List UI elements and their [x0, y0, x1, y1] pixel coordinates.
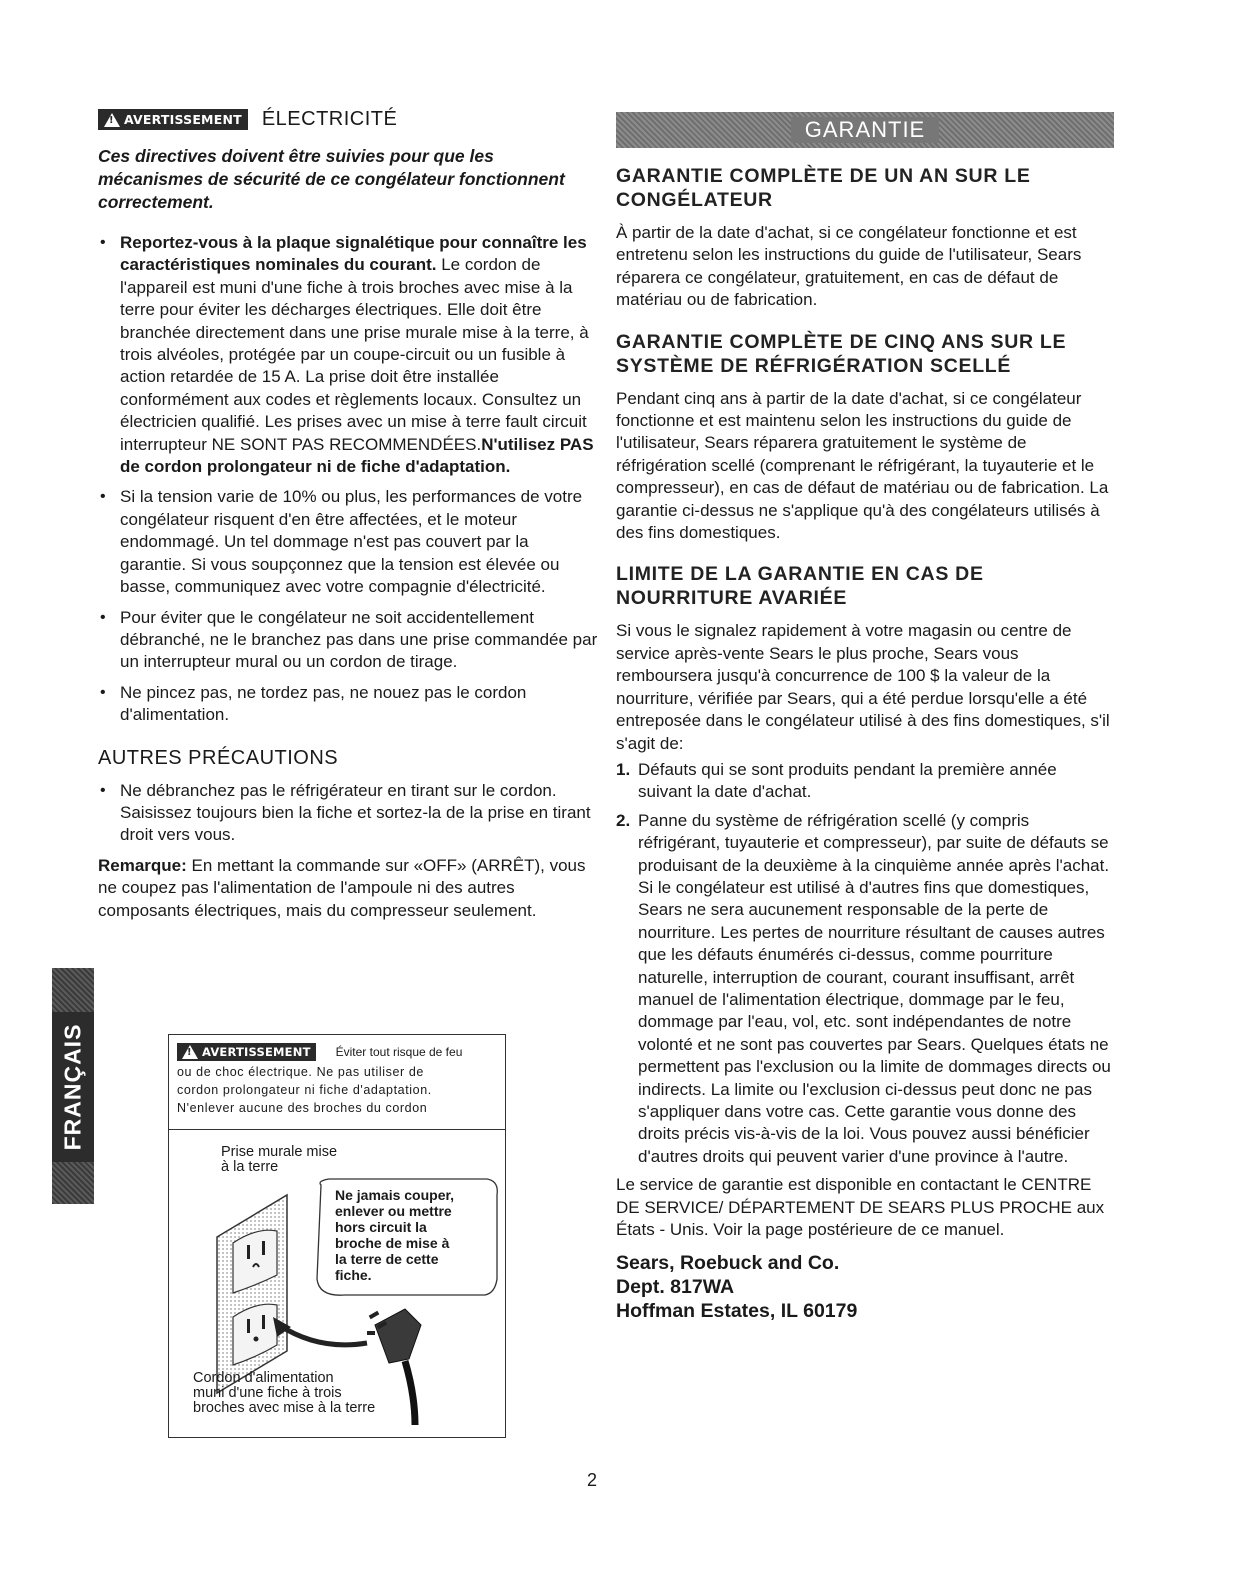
cord-label: Cordon d'alimentation muni d'une fiche à trois broches avec mise à la terre [193, 1370, 376, 1416]
heading-food-loss: LIMITE DE LA GARANTIE EN CAS DE NOURRITURE AVARIÉE [616, 563, 984, 610]
paragraph-food-loss: Si vous le signalez rapidement à votre magasin ou centre de service après-vente Sears le plus proche, Sears vous remboursera jusqu'à concurrence de 100 $ la valeur de la nourriture, vérifiée par Sears, qui a été perdue lorsqu'elle a été entreposée dans le congélateur utilisé à des fins domestiques, s'il s'agit de: [616, 621, 1110, 753]
wall-plate [217, 1195, 287, 1393]
paragraph-one-year: À partir de la date d'achat, si ce congélateur fonctionne et est entretenu selon les instructions du guide de l'utilisateur, Sears réparera ce congélateur, gratuitement, en cas de défaut de matériau ou de fabrication. [616, 223, 1082, 310]
heading-five-years: GARANTIE COMPLÈTE DE CINQ ANS SUR LE SYSTÈME DE RÉFRIGÉRATION SCELLÉ [616, 330, 1067, 377]
warning-triangle-icon: ! [104, 113, 120, 127]
language-label: FRANÇAIS [59, 1023, 86, 1151]
service-paragraph: Le service de garantie est disponible en contactant le CENTRE DE SERVICE/ DÉPARTEMENT DE SEARS PLUS PROCHE aux États - Unis. Voir la page postérieure de ce manuel. [616, 1175, 1105, 1240]
food-loss-list [616, 759, 1114, 1168]
outlet-label: Prise murale mise à la terre [221, 1144, 338, 1175]
section-title: ÉLECTRICITÉ [261, 108, 398, 130]
subsection-title: AUTRES PRÉCAUTIONS [98, 746, 339, 769]
list-item: • Ne débranchez pas le réfrigérateur en tirant sur le cordon. Saisissez toujours bien la fiche et sortez-la de la prise en tirant droit vers vous. [98, 780, 598, 847]
warning-badge: ! AVERTISSEMENT [98, 109, 248, 130]
warning-triangle-icon: ! [182, 1045, 198, 1059]
callout-text: Ne jamais couper, enlever ou mettre hors circuit la broche de mise à la terre de cette fiche. [335, 1187, 455, 1283]
arrow-icon [279, 1325, 367, 1345]
electricity-header [98, 108, 598, 131]
list-item: • Si la tension varie de 10% ou plus, les performances de votre congélateur risquent d'en être affectées, et le moteur endommagé. Un tel dommage n'est pas couvert par la garantie. Si vous soupçonnez que la tension est élevée ou basse, communiquez avec votre compagnie d'électricité. [98, 486, 598, 598]
right-column [616, 112, 1114, 1323]
page-number: 2 [587, 1470, 598, 1490]
figure-warning: ! AVERTISSEMENT Éviter tout risque de feu ou de choc électrique. Ne pas utiliser de cordon prolongateur ni fiche d'adaptation. N'enlever aucune des broches du cordon [169, 1035, 505, 1130]
language-side-tab [52, 968, 94, 1204]
left-column [98, 108, 598, 922]
electricity-list [98, 232, 598, 727]
list-item: 2. Panne du système de réfrigération scellé (y compris réfrigérant, tuyauterie et compresseur), par suite de défauts se produisant de la deuxième à la cinquième année après l'achat. Si le congélateur est utilisé à d'autres fins que domestiques, Sears ne sera aucunement responsable de la perte de nourriture. Les pertes de nourriture résultant de causes autres que les défauts énumérés ci-dessus, comme pourriture naturelle, interruption de courant, courant insuffisant, arrêt manuel de l'alimentation électrique, dommage par le feu, dommage par l'eau, vol, etc. sont indépendantes de notre volonté et ne sont pas couvertes par Sears. Quelques états ne permettent pas l'exclusion ou la limite de dommages directs ou indirects. La limite ou l'exclusion ci-dessus peut donc ne pas s'appliquer dans votre cas. Cette garantie vous donne des droits précis vis-à-vis de la loi. Vous pouvez aussi bénéficier d'autres droits qui peuvent varier d'une province à l'autre. [616, 810, 1111, 1166]
list-item: • Reportez-vous à la plaque signalétique pour connaître les caractéristiques nominales du courant. Le cordon de l'appareil est muni d'une fiche à trois broches avec mise à la terre pour éviter les décharges électriques. Elle doit être branchée directement dans une prise murale mise à la terre, à trois alvéoles, protégée par un coupe-circuit ou un fusible à action retardée de 15 A. La prise doit être installée conformément aux codes et règlements locaux. Consultez un électricien qualifié. Les prises avec un mise à terre fault circuit interrupteur NE SONT PAS RECOMMENDÉES.N'utilisez PAS de cordon prolongateur ni de fiche d'adaptation. [98, 232, 598, 478]
list-item: • Ne pincez pas, ne tordez pas, ne nouez pas le cordon d'alimentation. [98, 682, 598, 727]
list-item: • Pour éviter que le congélateur ne soit accidentellement débranché, ne le branchez pas dans une prise commandée par un interrupteur mural ou un cordon de tirage. [98, 607, 598, 674]
sears-address: Sears, Roebuck and Co. Dept. 817WA Hoffman Estates, IL 60179 [616, 1252, 858, 1323]
warning-badge: ! AVERTISSEMENT [177, 1043, 316, 1061]
note-paragraph: Remarque: En mettant la commande sur «OFF» (ARRÊT), vous ne coupez pas l'alimentation de l'ampoule ni des autres composants électriques, mais du compresseur seulement. [98, 855, 586, 920]
precautions-list [98, 780, 598, 847]
paragraph-five-years: Pendant cinq ans à partir de la date d'achat, si ce congélateur fonctionne et est maintenu selon les instructions du guide de l'utilisateur, Sears réparera gratuitement le système de réfrigération scellé (comprenant le réfrigérant, la tuyauterie et le compresseur), en cas de défaut de matériau ou de fabrication. La garantie ci-dessus ne s'applique qu'à des congélateurs utilisés à des fins domestiques. [616, 388, 1109, 543]
garantie-banner: GARANTIE [616, 112, 1114, 148]
list-item: 1. Défauts qui se sont produits pendant la première année suivant la date d'achat. [616, 759, 1057, 802]
grounding-figure [168, 1034, 506, 1438]
heading-one-year: GARANTIE COMPLÈTE DE UN AN SUR LE CONGÉLATEUR [616, 165, 1031, 211]
intro-text: Ces directives doivent être suivies pour que les mécanismes de sécurité de ce congélateur fonctionnent correctement. [98, 146, 565, 212]
